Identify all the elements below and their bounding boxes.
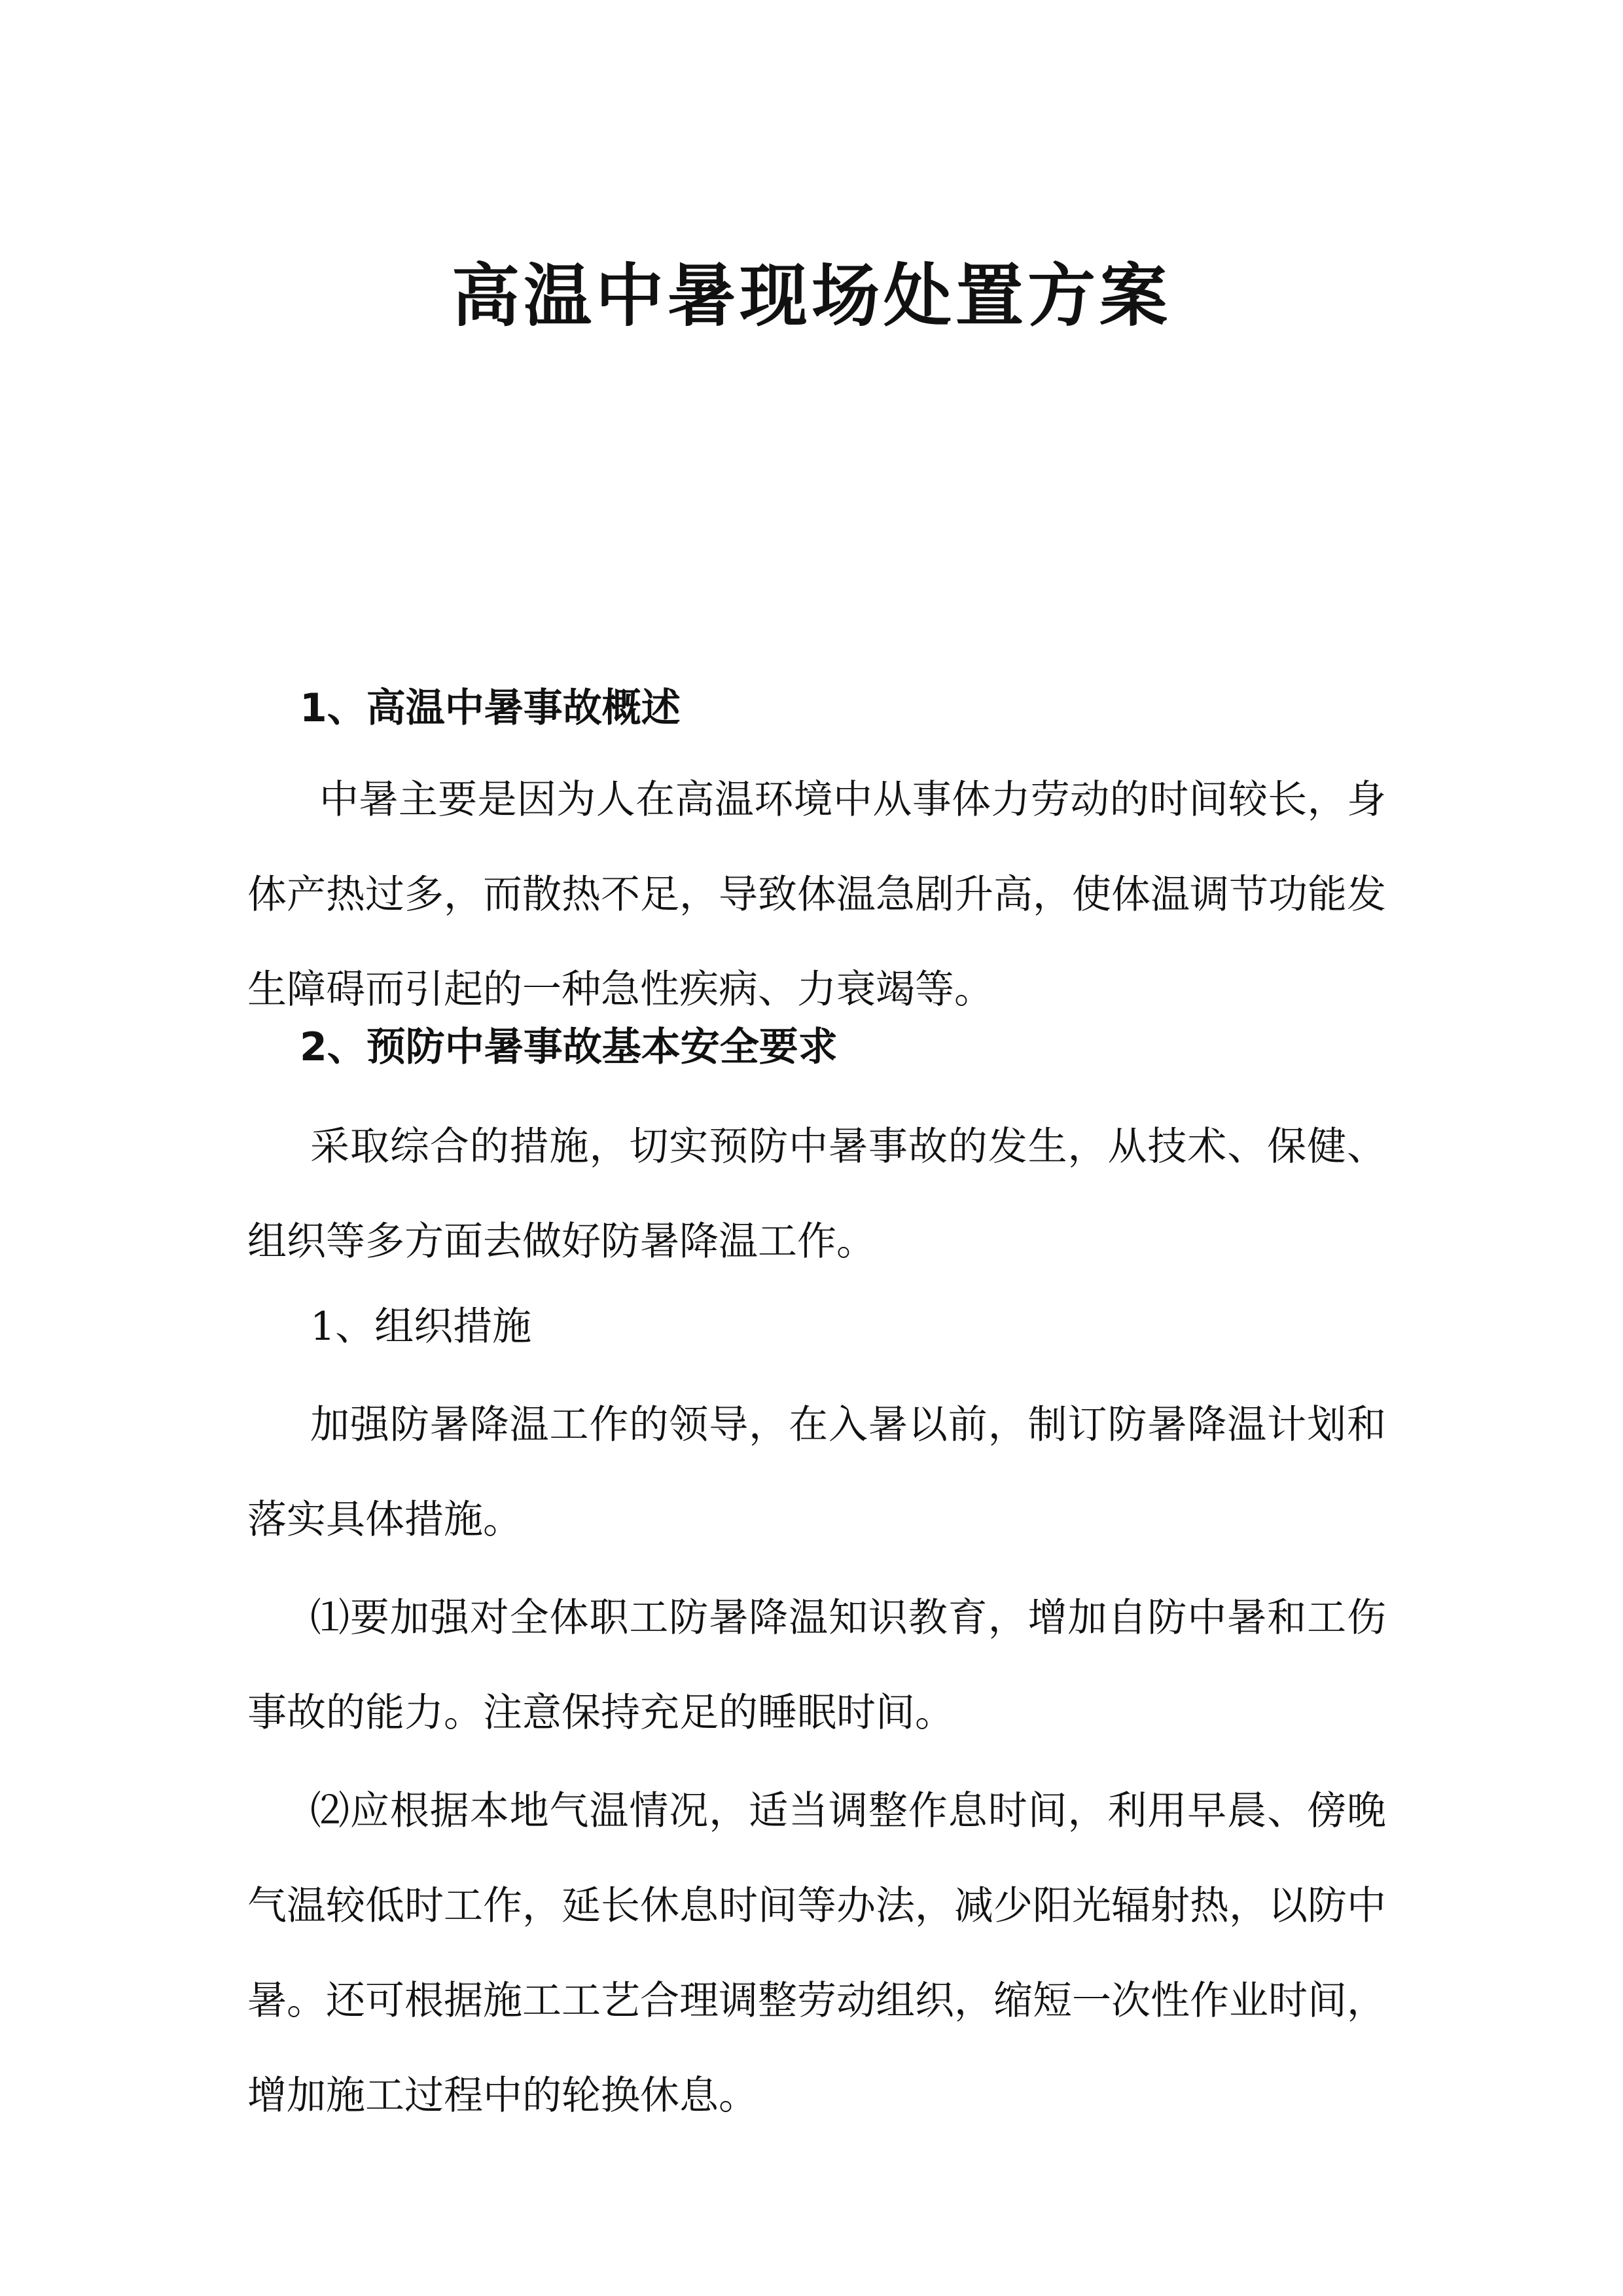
item-2-block: [247, 1764, 1386, 2144]
section-1-paragraph: 中暑主要是因为人在高温环境中从事体力劳动的时间较长，身体产热过多，而散热不足，导致体温急剧升高，使体温调节功能发生障碍而引起的一种急性疾病、力衰竭等。: [247, 777, 1386, 1013]
subsection-1-paragraph-block: [247, 1378, 1386, 1568]
item-2-paragraph: ⑵应根据本地气温情况，适当调整作息时间，利用早晨、傍晚气温较低时工作，延长休息时间等办法，减少阳光辐射热，以防中暑。还可根据施工工艺合理调整劳动组织，缩短一次性作业时间，增加施工过程中的轮换休息。: [247, 1788, 1386, 2119]
section-1-paragraph-block: [247, 753, 1386, 1037]
section-2-paragraph: 采取综合的措施，切实预防中暑事故的发生，从技术、保健、组织等多方面去做好防暑降温工作。: [247, 1124, 1386, 1265]
document-title: 高温中暑现场处置方案: [451, 256, 1171, 336]
section-1-heading: 1、高温中暑事故概述: [300, 685, 681, 731]
item-1-paragraph: ⑴要加强对全体职工防暑降温知识教育，增加自防中暑和工伤事故的能力。注意保持充足的睡眠时间。: [247, 1595, 1386, 1736]
section-2-heading: 2、预防中暑事故基本安全要求: [300, 1024, 838, 1070]
subsection-1-heading-block: [247, 1280, 1386, 1374]
item-1-block: [247, 1571, 1386, 1761]
section-2-paragraph-block: [247, 1100, 1386, 1289]
subsection-1-paragraph: 加强防暑降温工作的领导，在入暑以前，制订防暑降温计划和落实具体措施。: [247, 1402, 1386, 1543]
subsection-1-heading: 1、组织措施: [310, 1304, 532, 1350]
